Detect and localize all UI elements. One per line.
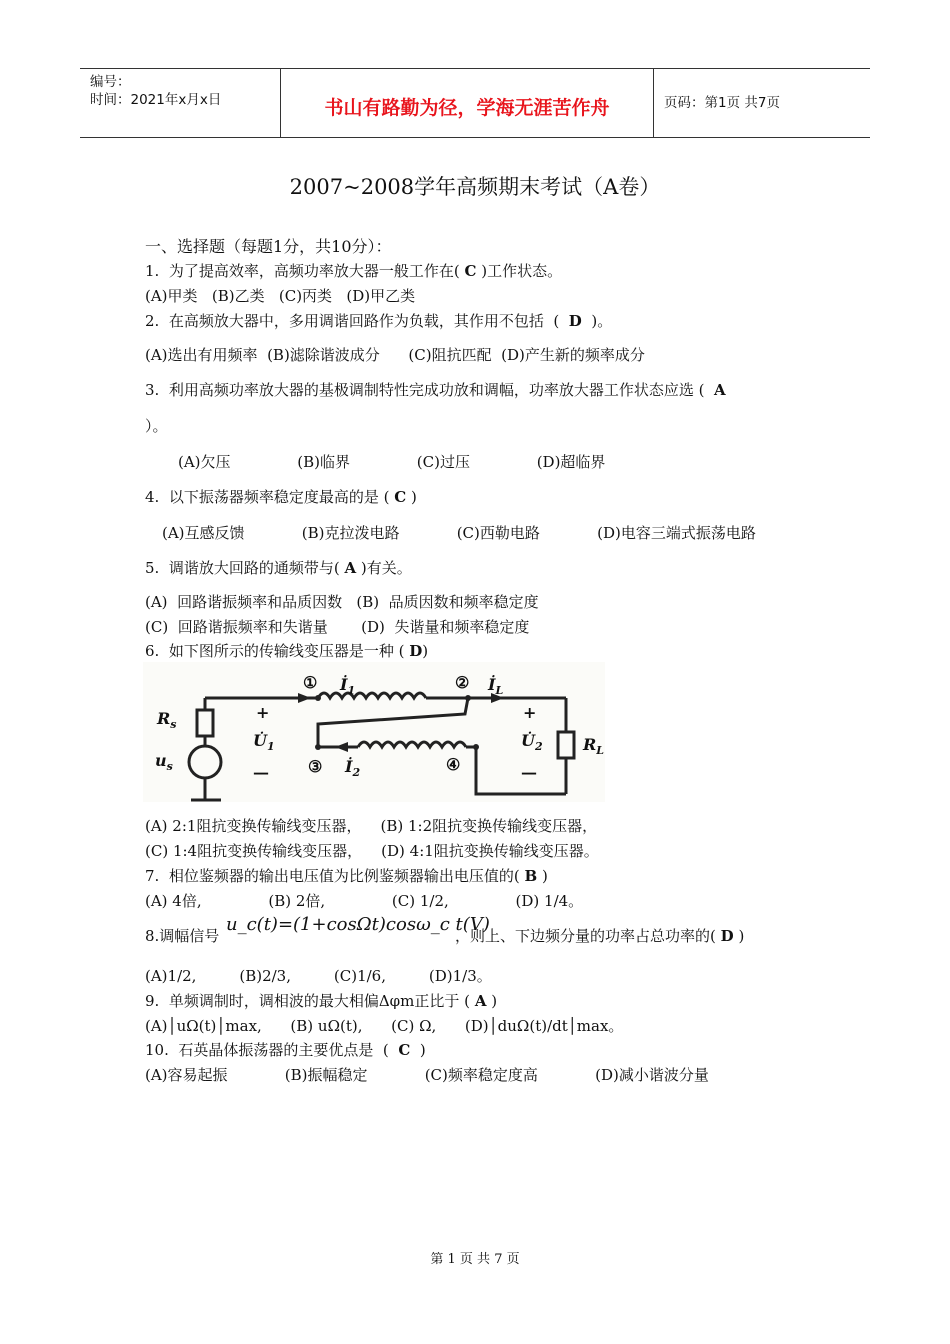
time-label: 时间：2021年x月x日 bbox=[90, 92, 222, 108]
question-9-options: (A)│uΩ(t)│max, (B) uΩ(t), (C) Ω, (D)│duΩ(t)/dt│max。 bbox=[145, 1017, 624, 1035]
question-5-options-ab: (A) 回路谐振频率和品质因数 (B) 品质因数和频率稳定度 bbox=[145, 593, 539, 611]
question-4-options: (A)互感反馈 (B)克拉泼电路 (C)西勒电路 (D)电容三端式振荡电路 bbox=[162, 524, 756, 542]
question-3-end: ）。 bbox=[145, 417, 168, 435]
question-7: 7. 相位鉴频器的输出电压值为比例鉴频器输出电压值的( B ) bbox=[145, 867, 548, 885]
section-heading: 一、选择题（每题1分，共10分）： bbox=[145, 237, 392, 256]
node-4-label: ④ bbox=[446, 755, 461, 774]
node-3-label: ③ bbox=[308, 757, 323, 776]
question-1-options: (A)甲类 (B)乙类 (C)丙类 (D)甲乙类 bbox=[145, 287, 416, 305]
exam-title: 2007~2008学年高频期末考试（A卷） bbox=[289, 175, 661, 199]
question-2: 2. 在高频放大器中，多用调谐回路作为负载，其作用不包括 ( D )。 bbox=[145, 312, 613, 330]
header-meta-cell bbox=[80, 69, 281, 137]
current-il-label: $İ_L$ bbox=[488, 675, 504, 697]
minus-sign-2: — bbox=[521, 763, 537, 782]
question-10-options: (A)容易起振 (B)振幅稳定 (C)频率稳定度高 (D)减小谐波分量 bbox=[145, 1066, 709, 1084]
rl-label: $R_L$ bbox=[583, 735, 605, 757]
question-8-options: (A)1/2, (B)2/3, (C)1/6, (D)1/3。 bbox=[145, 967, 492, 985]
question-6-options-ab: (A) 2:1阻抗变换传输线变压器， (B) 1:2阻抗变换传输线变压器， bbox=[145, 817, 598, 835]
question-5: 5. 调谐放大回路的通频带与( A )有关。 bbox=[145, 559, 412, 577]
answer-4: C bbox=[394, 488, 407, 506]
header-page-cell bbox=[654, 69, 870, 137]
question-7-options: (A) 4倍, (B) 2倍, (C) 1/2, (D) 1/4。 bbox=[145, 892, 584, 910]
minus-sign-1: — bbox=[253, 763, 269, 782]
voltage-u1-label: $U̇_1$ bbox=[253, 731, 275, 753]
answer-2: D bbox=[568, 312, 582, 330]
rs-label: $R_s$ bbox=[157, 709, 177, 731]
question-9: 9. 单频调制时，调相波的最大相偏Δφm正比于 ( A ) bbox=[145, 992, 498, 1010]
current-i2-label: $İ_2$ bbox=[345, 757, 361, 779]
plus-sign-2: + bbox=[523, 703, 537, 722]
node-2-label: ② bbox=[455, 673, 470, 692]
question-5-options-cd: (C) 回路谐振频率和失谐量 (D) 失谐量和频率稳定度 bbox=[145, 618, 530, 636]
question-2-options: (A)选出有用频率 (B)滤除谐波成分 (C)阻抗匹配 (D)产生新的频率成分 bbox=[145, 346, 645, 364]
number-label: 编号： bbox=[90, 74, 131, 90]
header-motto-cell bbox=[281, 69, 654, 137]
question-4: 4. 以下振荡器频率稳定度最高的是 ( C ) bbox=[145, 488, 417, 506]
current-i1-label: $İ_1$ bbox=[340, 675, 356, 697]
page-header bbox=[80, 68, 870, 138]
answer-8: D bbox=[720, 927, 734, 945]
answer-5: A bbox=[344, 559, 357, 577]
transmission-line-transformer-figure bbox=[143, 662, 605, 802]
question-6: 6. 如下图所示的传输线变压器是一种 ( D) bbox=[145, 642, 429, 660]
us-label: $u_s$ bbox=[155, 751, 173, 773]
question-3-options: (A)欠压 (B)临界 (C)过压 (D)超临界 bbox=[178, 453, 606, 471]
question-8-stem-a: 8.调幅信号 bbox=[145, 927, 220, 945]
answer-1: C bbox=[464, 262, 477, 280]
answer-7: B bbox=[524, 867, 538, 885]
motto: 书山有路勤为径，学海无涯苦作舟 bbox=[324, 97, 610, 119]
page-label: 页码：第1页 共7页 bbox=[664, 95, 780, 111]
question-10: 10. 石英晶体振荡器的主要优点是 ( C ) bbox=[145, 1041, 426, 1059]
plus-sign-1: + bbox=[256, 703, 270, 722]
answer-9: A bbox=[474, 992, 487, 1010]
page-footer: 第 1 页 共 7 页 bbox=[430, 1252, 520, 1267]
answer-10: C bbox=[398, 1041, 411, 1059]
question-3: 3. 利用高频功率放大器的基极调制特性完成功放和调幅，功率放大器工作状态应选 ( A bbox=[145, 381, 726, 399]
question-8-stem-b: ，则上、下边频分量的功率占总功率的( D ) bbox=[455, 927, 745, 945]
voltage-u2-label: $U̇_2$ bbox=[521, 731, 543, 753]
am-signal-formula: u_c(t)=(1+cosΩt)cosω_c t(V) bbox=[226, 914, 490, 935]
question-1: 1. 为了提高效率，高频功率放大器一般工作在( C )工作状态。 bbox=[145, 262, 563, 280]
answer-3: A bbox=[714, 381, 726, 399]
answer-6: D bbox=[409, 642, 423, 660]
question-6-options-cd: (C) 1:4阻抗变换传输线变压器， (D) 4:1阻抗变换传输线变压器。 bbox=[145, 842, 599, 860]
node-1-label: ① bbox=[303, 673, 318, 692]
